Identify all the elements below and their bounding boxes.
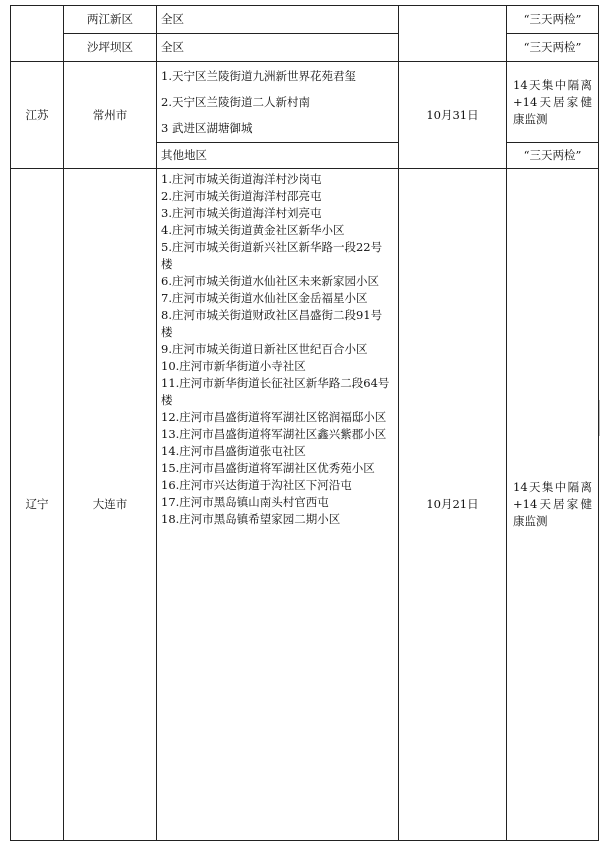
list-item: 17.庄河市黑岛镇山南头村官西屯: [161, 495, 329, 509]
province-cell-empty: [11, 6, 64, 62]
list-item: 15.庄河市昌盛街道将军湖社区优秀苑小区: [161, 461, 375, 475]
measure-cell: “三天两检”: [507, 6, 599, 34]
page-edge-mark: [599, 400, 604, 436]
city-cell: 大连市: [64, 169, 157, 841]
table-row: [11, 62, 599, 143]
area-cell: 全区: [157, 34, 399, 62]
area-cell: 全区: [157, 6, 399, 34]
list-item: 9.庄河市城关街道日新社区世纪百合小区: [161, 342, 368, 356]
list-item: 10.庄河市新华街道小寺社区: [161, 359, 306, 373]
measure-cell: “三天两检”: [507, 143, 599, 169]
measure-cell: 14天集中隔离+14天居家健康监测: [507, 62, 599, 143]
area-cell: 其他地区: [157, 143, 399, 169]
list-item: 12.庄河市昌盛街道将军湖社区铭润福邸小区: [161, 410, 387, 424]
district-cell: 沙坪坝区: [64, 34, 157, 62]
list-item: 18.庄河市黑岛镇希望家园二期小区: [161, 512, 341, 526]
list-item: 3 武进区湖塘御城: [161, 121, 253, 135]
city-cell: 常州市: [64, 62, 157, 169]
province-cell: 江苏: [11, 62, 64, 169]
measure-cell: “三天两检”: [507, 34, 599, 62]
list-item: 4.庄河市城关街道黄金社区新华小区: [161, 223, 345, 237]
list-item: 2.庄河市城关街道海洋村邵亮屯: [161, 189, 322, 203]
list-item: 1.天宁区兰陵街道九洲新世界花苑君玺: [161, 69, 356, 83]
list-item: 7.庄河市城关街道水仙社区金岳福星小区: [161, 291, 368, 305]
list-item: 3.庄河市城关街道海洋村刘亮屯: [161, 206, 322, 220]
list-item: 6.庄河市城关街道水仙社区未来新家园小区: [161, 274, 379, 288]
area-list-cell: [157, 62, 399, 143]
district-cell: 两江新区: [64, 6, 157, 34]
list-item: 14.庄河市昌盛街道张屯社区: [161, 444, 306, 458]
table-row: [11, 169, 599, 841]
list-item: 2.天宁区兰陵街道二人新村南: [161, 95, 310, 109]
measure-cell: 14天集中隔离+14天居家健康监测: [507, 169, 599, 841]
list-item: 8.庄河市城关街道财政社区昌盛街二段91号楼: [161, 308, 383, 339]
table-row: [11, 6, 599, 34]
table-row: [11, 34, 599, 62]
risk-area-table: [10, 5, 599, 841]
date-cell: 10月21日: [399, 169, 507, 841]
area-list-cell: [157, 169, 399, 841]
list-item: 11.庄河市新华街道长征社区新华路二段64号楼: [161, 376, 390, 407]
list-item: 13.庄河市昌盛街道将军湖社区鑫兴紫郡小区: [161, 427, 387, 441]
list-item: 5.庄河市城关街道新兴社区新华路一段22号楼: [161, 240, 383, 271]
list-item: 16.庄河市兴达街道于沟社区下河沿屯: [161, 478, 352, 492]
date-cell: 10月31日: [399, 62, 507, 169]
date-cell-empty: [399, 6, 507, 62]
province-cell: 辽宁: [11, 169, 64, 841]
list-item: 1.庄河市城关街道海洋村沙岗屯: [161, 172, 322, 186]
